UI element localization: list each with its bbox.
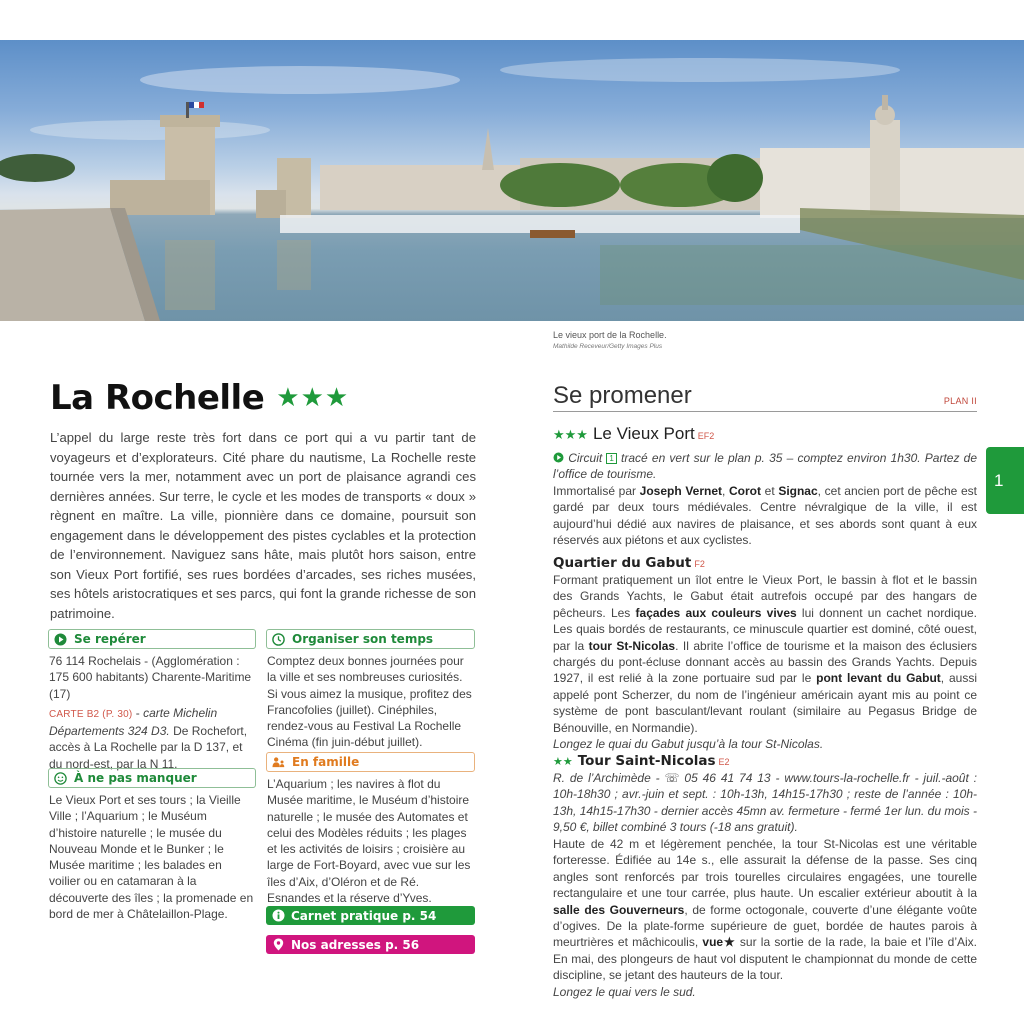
walking-direction: Longez le quai vers le sud. [553,984,696,999]
hero-photo [0,40,1024,321]
clock-icon [272,633,285,646]
family-icon [272,756,285,769]
address: R. de l’Archimède - [553,771,665,785]
text: lui donnent un cachet nordique. Les quais bordés de restaurants, ce minuscule quartier est dominé, côté ouest, par la [553,605,977,653]
three-star-rating: ★★★ [276,383,350,413]
plan-reference[interactable]: PLAN II [943,396,977,406]
hours-and-prices: 05 46 41 74 13 - www.tours-la-rochelle.fr - juil.-août : 10h-18h30 ; avr.-juin et sept. : 10h-13h, 14h15-17h30 ; reste de l’année : 10h-13h, 14h15-17h30 - dernier accès 45mn av. fermeture - fermé 1er lun. du mois - 9,50 €, billet combiné 3 tours (-18 ans gratuit). [553,771,977,835]
text: , de forme octogonale, couverte d’une élégante voûte d’ogives. De la plate-forme supérieure de guet, bordée de hautes parois à meurtrières et mâchicoulis, [553,902,977,950]
circuit-play-icon [553,451,564,462]
circuit-number-badge: 1 [606,453,616,464]
three-star-rating: ★★★ [553,427,588,442]
text: Haute de 42 m et légèrement penchée, la tour St-Nicolas est une véritable forteresse. Édifiée au 14e s., elle assurait la défense de la passe. Ses cinq angles sont renforcés par trois tourelles circulaires engagées, une tourelle rectangulaire et une tour carrée, plus haute. Un escalier extérieur aboutit à la [553,837,977,901]
gabut-title: Quartier du Gabut [553,555,692,571]
text: et [761,484,779,498]
section-header [553,382,977,412]
st-nicolas-description [553,836,977,1000]
highlight: pont levant du Gabut [816,671,941,686]
play-circle-icon [54,633,67,646]
vieux-port-description [553,483,977,549]
se-reperer-heading [48,629,256,649]
circuit-label: Circuit [568,451,607,465]
highlight: salle des Gouverneurs [553,902,685,917]
text: , aussi appelé pont Scherzer, du nom de l’ingénieur américain ayant mis au point ce système de pont basculant/levant roulant (similaire au Pegasus Bridge de Bénouville, en Normandie). [553,671,978,735]
gabut-heading [553,555,705,571]
map-reference [49,705,255,772]
map-grid-ref: F2 [694,559,705,569]
organiser-text: Comptez deux bonnes journées pour la ville et ses nombreuses curiosités. Si vous aimez la musique, profitez des Francofolies (juillet). Cinéphiles, rendez-vous au Festival La Rochelle Cinéma (fin juin-début juillet). [267,654,472,750]
page-title [50,378,349,418]
highlight: Joseph Vernet [639,484,723,498]
chapter-tab[interactable] [986,447,1024,514]
organiser-heading [266,629,475,649]
st-nicolas-heading [553,753,730,769]
carnet-pratique-link[interactable] [266,906,475,925]
a-ne-pas-manquer-label: À ne pas manquer [74,771,197,785]
section-title: Se promener [553,382,692,409]
organiser-label: Organiser son temps [292,632,434,646]
michelin-map-ref: carte Michelin Départements 324 D3. [49,705,218,739]
walking-direction: Longez le quai du Gabut jusqu’à la tour St-Nicolas. [553,737,824,752]
st-nicolas-title: Tour Saint-Nicolas [577,753,716,769]
chapter-number: 1 [994,470,1004,490]
text: sur la sortie de la rade, la baie et l’île d’Aix. En mai, des plongeurs de haut vol disputent le championnat du monde de cette discipline, se jetant des hauteurs de la tour. [553,935,978,983]
se-reperer-text [49,653,255,772]
highlight: Corot [729,484,761,498]
a-ne-pas-manquer-heading [48,768,256,788]
en-famille-text: L’Aquarium ; les navires à flot du Musée maritime, le Muséum d’histoire naturelle ; le musée des Automates et celui des Modèles réduits ; les plages et les activités de loisirs ; croisière au large de Fort-Boyard, avec vue sur les îles d’Aix, d’Oléron et de Ré. Esnandes et la réserve d’Yves. [267,777,471,906]
nos-adresses-link[interactable] [266,935,475,954]
photo-caption [553,330,667,350]
carte-reference-link[interactable]: CARTE B2 (P. 30) [49,708,133,720]
map-grid-ref: EF2 [697,431,715,441]
highlight: tour St-Nicolas [588,638,676,653]
text: , [722,484,729,498]
map-grid-ref: E2 [718,757,730,767]
text: . Il abrite l’office de tourisme et la maison des éclusiers chargés du pont-écluse donnant accès au bassin des Grands Yachts. Depuis 1927, il est relié à la zone portuaire sud par le [553,638,978,686]
nos-adresses-label: Nos adresses p. 56 [291,937,420,952]
gabut-description [553,572,977,752]
highlight: vue★ [702,935,736,950]
photo-credit: Mathilde Receveur/Getty Images Plus [553,343,663,350]
highlight: façades aux couleurs vives [635,605,797,620]
se-reperer-label: Se repérer [74,632,146,646]
separator: - [132,705,144,720]
intro-paragraph: L’appel du large reste très fort dans ce port qui a vu partir tant de voyageurs et d’explorateurs. Cité phare du nautisme, La Rochelle reste tournée vers la mer, notamment avec un port de plaisance agrandi ces dernières années. Sur terre, le cycle et les modes de transports « doux » règnent en maître. La ville, pionnière dans ce domaine, poursuit son engagement dans le développement des pistes cyclables et la protection de l’environnement. Naviguez sans hâte, mais plutôt hors saison, entre son Vieux Port fortifié, ses rues bordées d’arcades, ses riches musées, ses hôtels aristocratiques et ses parcs, qui font la grande richesse de son patrimoine. [50,430,476,621]
vieux-port-title: Le Vieux Port [592,424,695,443]
st-nicolas-practical-info [553,770,977,836]
info-icon [272,909,285,922]
text: , cet ancien port de pêche est gardé par deux tours médiévales. Centre névralgique de la ville, il est aujourd’hui dédié aux navires de plaisance, et ses abords sont quant à eux réservés aux piétons et aux cyclistes. [553,484,977,548]
text: Immortalisé par [553,484,640,498]
map-pin-icon [272,938,285,951]
caption-text: Le vieux port de la Rochelle. [553,330,667,340]
vieux-port-heading [553,424,714,444]
a-ne-pas-manquer-text: Le Vieux Port et ses tours ; la Vieille Ville ; l’Aquarium ; le Muséum d’histoire naturelle ; le musée du Nouveau Monde et le Bunker ; le Musée maritime ; les balades en voilier ou en catamaran à la découverte des îles ; la promenade en bord de mer à Châtelaillon-Plage. [49,793,254,922]
carnet-pratique-label: Carnet pratique p. 54 [291,908,437,923]
title-text: La Rochelle [50,378,265,418]
smiley-icon [54,772,67,785]
text: Formant pratiquement un îlot entre le Vieux Port, le bassin à flot et le bassin des Grands Yachts, le Gabut était autrefois occupé par des hangars de pêcheurs. Les [553,573,977,620]
en-famille-label: En famille [292,755,360,769]
population-text: 76 114 Rochelais - (Agglomération : 175 600 habitants) Charente-Maritime (17) [49,654,252,701]
two-star-rating: ★★ [553,755,573,768]
phone-icon: ☏ [664,771,680,785]
highlight: Signac [778,484,818,498]
harbour-illustration [0,40,1024,321]
circuit-details: tracé en vert sur le plan p. 35 – comptez environ 1h30. Partez de l’office de tourisme. [553,451,977,482]
en-famille-heading [266,752,475,772]
access-text: De Rochefort, accès à La Rochelle par la D 137, et du nord-est, par la N 11. [49,724,248,771]
vieux-port-circuit [553,450,977,483]
